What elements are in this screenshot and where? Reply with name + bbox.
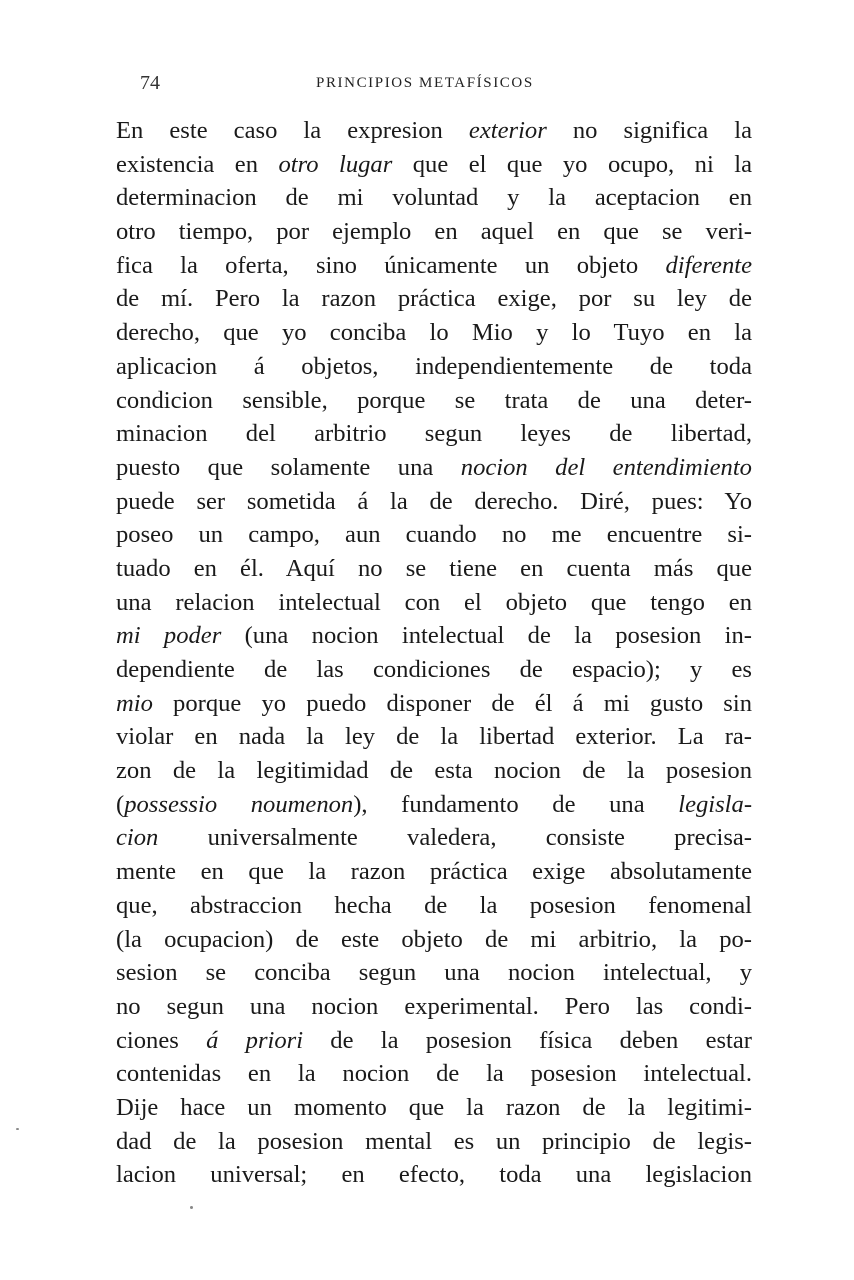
text-segment: tuado en él. Aquí no se tiene en cuenta más que — [116, 554, 752, 582]
text-segment: puesto que solamente una — [116, 453, 461, 481]
text-segment: lacion universal; en efecto, toda una legislacion — [116, 1161, 752, 1189]
text-segment: determinacion de mi voluntad y la aceptacion en — [116, 184, 752, 212]
italic-text: á priori — [206, 1026, 304, 1054]
text-line — [116, 384, 752, 418]
text-line — [116, 518, 752, 552]
italic-text: nocion del entendimiento — [460, 453, 752, 481]
text-segment: de mí. Pero la razon práctica exige, por su ley de — [116, 285, 752, 313]
text-line — [116, 485, 752, 519]
text-line — [116, 181, 752, 215]
text-segment: otro tiempo, por ejemplo en aquel en que se veri- — [116, 218, 752, 246]
running-head — [116, 72, 752, 98]
text-line — [116, 451, 752, 485]
text-segment: mente en que la razon práctica exige absolutamente — [116, 858, 752, 886]
text-segment: (la ocupacion) de este objeto de mi arbitrio, la po- — [116, 925, 752, 953]
text-segment: En este caso la expresion — [116, 117, 469, 144]
text-segment: existencia en — [116, 150, 279, 178]
italic-text: diferente — [665, 251, 752, 279]
italic-text: mio — [116, 689, 153, 717]
text-segment: violar en nada la ley de la libertad exterior. La ra- — [116, 723, 752, 751]
text-segment: condicion sensible, porque se trata de una deter- — [116, 386, 752, 414]
text-segment: que, abstraccion hecha de la posesion fenomenal — [116, 891, 752, 919]
text-segment: derecho, que yo conciba lo Mio y lo Tuyo en la — [116, 319, 752, 347]
text-line — [116, 417, 752, 451]
text-line — [116, 586, 752, 620]
text-segment: ), fundamento de una — [353, 790, 679, 818]
text-segment: minacion del arbitrio segun leyes de libertad, — [116, 420, 752, 448]
text-segment: porque yo puedo disponer de él á mi gusto sin — [152, 689, 752, 717]
page-number: 74 — [140, 72, 160, 94]
text-line — [116, 990, 752, 1024]
text-segment: zon de la legitimidad de esta nocion de la posesion — [116, 757, 752, 785]
text-segment: de la posesion física deben estar — [303, 1026, 752, 1054]
text-line — [116, 1091, 752, 1125]
italic-text: exterior — [468, 117, 547, 144]
text-line — [116, 215, 752, 249]
text-line — [116, 788, 752, 822]
text-line — [116, 855, 752, 889]
text-segment: ciones — [116, 1026, 207, 1054]
text-line — [116, 754, 752, 788]
text-line — [116, 1158, 752, 1192]
text-line — [116, 316, 752, 350]
text-segment: puede ser sometida á la de derecho. Diré, pues: Yo — [116, 487, 752, 515]
text-segment: (una nocion intelectual de la posesion in- — [221, 622, 752, 650]
print-speck — [190, 1206, 193, 1209]
text-segment: una relacion intelectual con el objeto que tengo en — [116, 588, 752, 616]
text-segment: fica la oferta, sino únicamente un objeto — [116, 251, 666, 279]
text-segment: sesion se conciba segun una nocion intelectual, y — [116, 959, 752, 987]
text-line — [116, 720, 752, 754]
text-line — [116, 1024, 752, 1058]
text-segment: universalmente valedera, consiste precisa- — [158, 824, 752, 852]
italic-text: possessio noumenon — [124, 790, 354, 818]
text-line — [116, 889, 752, 923]
text-segment: dependiente de las condiciones de espacio); y es — [116, 656, 752, 683]
text-line — [116, 923, 752, 957]
text-line — [116, 552, 752, 586]
text-segment: dad de la posesion mental es un principio de legis- — [116, 1127, 752, 1155]
italic-text: cion — [116, 824, 159, 852]
text-line — [116, 249, 752, 283]
text-line — [116, 1057, 752, 1091]
body-text — [116, 114, 752, 1192]
text-line — [116, 282, 752, 316]
italic-text: otro lugar — [278, 150, 393, 178]
text-line — [116, 687, 752, 721]
print-speck — [16, 1128, 19, 1130]
text-segment: no significa la — [546, 117, 752, 144]
running-title: PRINCIPIOS METAFÍSICOS — [316, 75, 534, 91]
text-line — [116, 114, 752, 148]
text-line — [116, 1125, 752, 1159]
italic-text: legisla- — [678, 790, 753, 818]
text-segment: ( — [116, 790, 125, 818]
text-segment: que el que yo ocupo, ni la — [392, 150, 752, 178]
italic-text: mi poder — [116, 622, 222, 650]
text-line — [116, 653, 752, 687]
text-segment: contenidas en la nocion de la posesion intelectual. — [116, 1060, 752, 1088]
text-segment: no segun una nocion experimental. Pero las condi- — [116, 992, 752, 1020]
text-line — [116, 821, 752, 855]
text-segment: aplicacion á objetos, independientemente de toda — [116, 352, 752, 380]
text-line — [116, 350, 752, 384]
text-line — [116, 619, 752, 653]
text-line — [116, 956, 752, 990]
text-segment: poseo un campo, aun cuando no me encuentre si- — [116, 521, 752, 549]
text-segment: Dije hace un momento que la razon de la legitimi- — [116, 1093, 752, 1121]
text-line — [116, 148, 752, 182]
